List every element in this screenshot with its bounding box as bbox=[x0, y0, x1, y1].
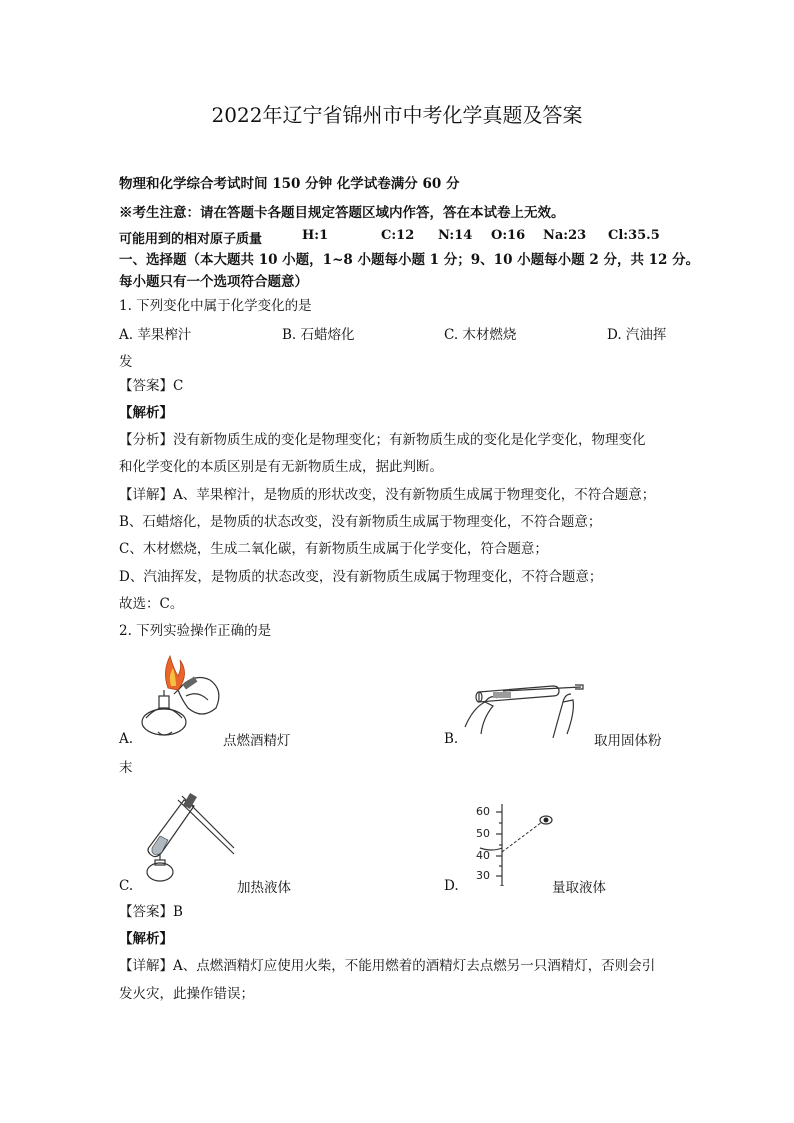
q2-answer: 【答案】B bbox=[119, 904, 183, 920]
section-heading-cont: 每小题只有一个选项符合题意） bbox=[119, 274, 308, 290]
atomic-mass-cl: Cl:35.5 bbox=[608, 228, 660, 243]
q1-option-b: B. 石蜡熔化 bbox=[282, 327, 355, 343]
graduated-cylinder-image bbox=[470, 800, 565, 886]
q1-stem: 1. 下列变化中属于化学变化的是 bbox=[119, 298, 312, 314]
q1-option-a: A. 苹果榨汁 bbox=[119, 327, 192, 343]
exam-notice: ※考生注意：请在答题卡各题目规定答题区域内作答，答在本试卷上无效。 bbox=[119, 205, 565, 221]
cylinder-tick-60: 60 bbox=[476, 805, 490, 818]
q1-choice: 故选：C。 bbox=[119, 596, 184, 612]
atomic-mass-label: 可能用到的相对原子质量 bbox=[119, 232, 263, 247]
q2-option-c-letter: C. bbox=[119, 878, 134, 894]
q1-detail-d: D、汽油挥发，是物质的状态改变，没有新物质生成属于物理变化，不符合题意； bbox=[119, 569, 603, 585]
q2-option-a-letter: A. bbox=[119, 731, 134, 747]
q1-fenxi-2: 和化学变化的本质区别是有无新物质生成，据此判断。 bbox=[119, 459, 443, 475]
atomic-mass-na: Na:23 bbox=[543, 228, 587, 243]
atomic-mass-o: O:16 bbox=[491, 228, 526, 243]
atomic-mass-row bbox=[119, 228, 699, 246]
cylinder-tick-50: 50 bbox=[476, 827, 490, 840]
q2-option-b-cont: 末 bbox=[119, 760, 133, 776]
exam-info: 物理和化学综合考试时间 150 分钟 化学试卷满分 60 分 bbox=[119, 176, 460, 192]
q2-detail-1: 【详解】A、点燃酒精灯应使用火柴，不能用燃着的酒精灯去点燃另一只酒精灯，否则会引 bbox=[119, 958, 656, 974]
alcohol-lamp-lighting-image bbox=[138, 650, 228, 742]
q1-fenxi-1: 【分析】没有新物质生成的变化是物理变化；有新物质生成的变化是化学变化，物理变化 bbox=[119, 432, 646, 448]
q2-option-c-caption: 加热液体 bbox=[237, 880, 291, 896]
q2-option-a-caption: 点燃酒精灯 bbox=[223, 733, 291, 749]
page-title: 2022年辽宁省锦州市中考化学真题及答案 bbox=[211, 103, 583, 127]
q1-detail-a: 【详解】A、苹果榨汁，是物质的形状改变，没有新物质生成属于物理变化，不符合题意； bbox=[119, 487, 656, 503]
cylinder-tick-40: 40 bbox=[476, 849, 490, 862]
section-heading: 一、选择题（本大题共 10 小题，1~8 小题每小题 1 分；9、10 小题每小题 2 分，共 12 分。 bbox=[119, 252, 700, 268]
q2-detail-2: 发火灾，此操作错误； bbox=[119, 986, 254, 1002]
atomic-mass-c: C:12 bbox=[381, 228, 415, 243]
q2-stem: 2. 下列实验操作正确的是 bbox=[119, 623, 272, 639]
q2-option-b-letter: B. bbox=[444, 731, 459, 747]
q1-detail-b: B、石蜡熔化，是物质的状态改变，没有新物质生成属于物理变化，不符合题意； bbox=[119, 514, 602, 530]
atomic-mass-n: N:14 bbox=[438, 228, 473, 243]
q1-option-d-cont: 发 bbox=[119, 354, 133, 370]
q2-option-d-letter: D. bbox=[444, 878, 459, 894]
atomic-mass-h: H:1 bbox=[302, 228, 329, 243]
q2-analysis-label: 【解析】 bbox=[119, 931, 173, 947]
q1-option-c: C. 木材燃烧 bbox=[444, 327, 517, 343]
cylinder-tick-30: 30 bbox=[476, 869, 490, 882]
powder-taking-image bbox=[463, 672, 588, 742]
q1-option-d: D. 汽油挥 bbox=[607, 327, 667, 343]
q2-option-b-caption: 取用固体粉 bbox=[594, 733, 662, 749]
q1-answer: 【答案】C bbox=[119, 378, 184, 394]
heating-liquid-image bbox=[140, 790, 235, 888]
q1-detail-c: C、木材燃烧，生成二氧化碳，有新物质生成属于化学变化，符合题意； bbox=[119, 541, 548, 557]
q1-analysis-label: 【解析】 bbox=[119, 405, 173, 421]
q2-option-d-caption: 量取液体 bbox=[552, 880, 606, 896]
